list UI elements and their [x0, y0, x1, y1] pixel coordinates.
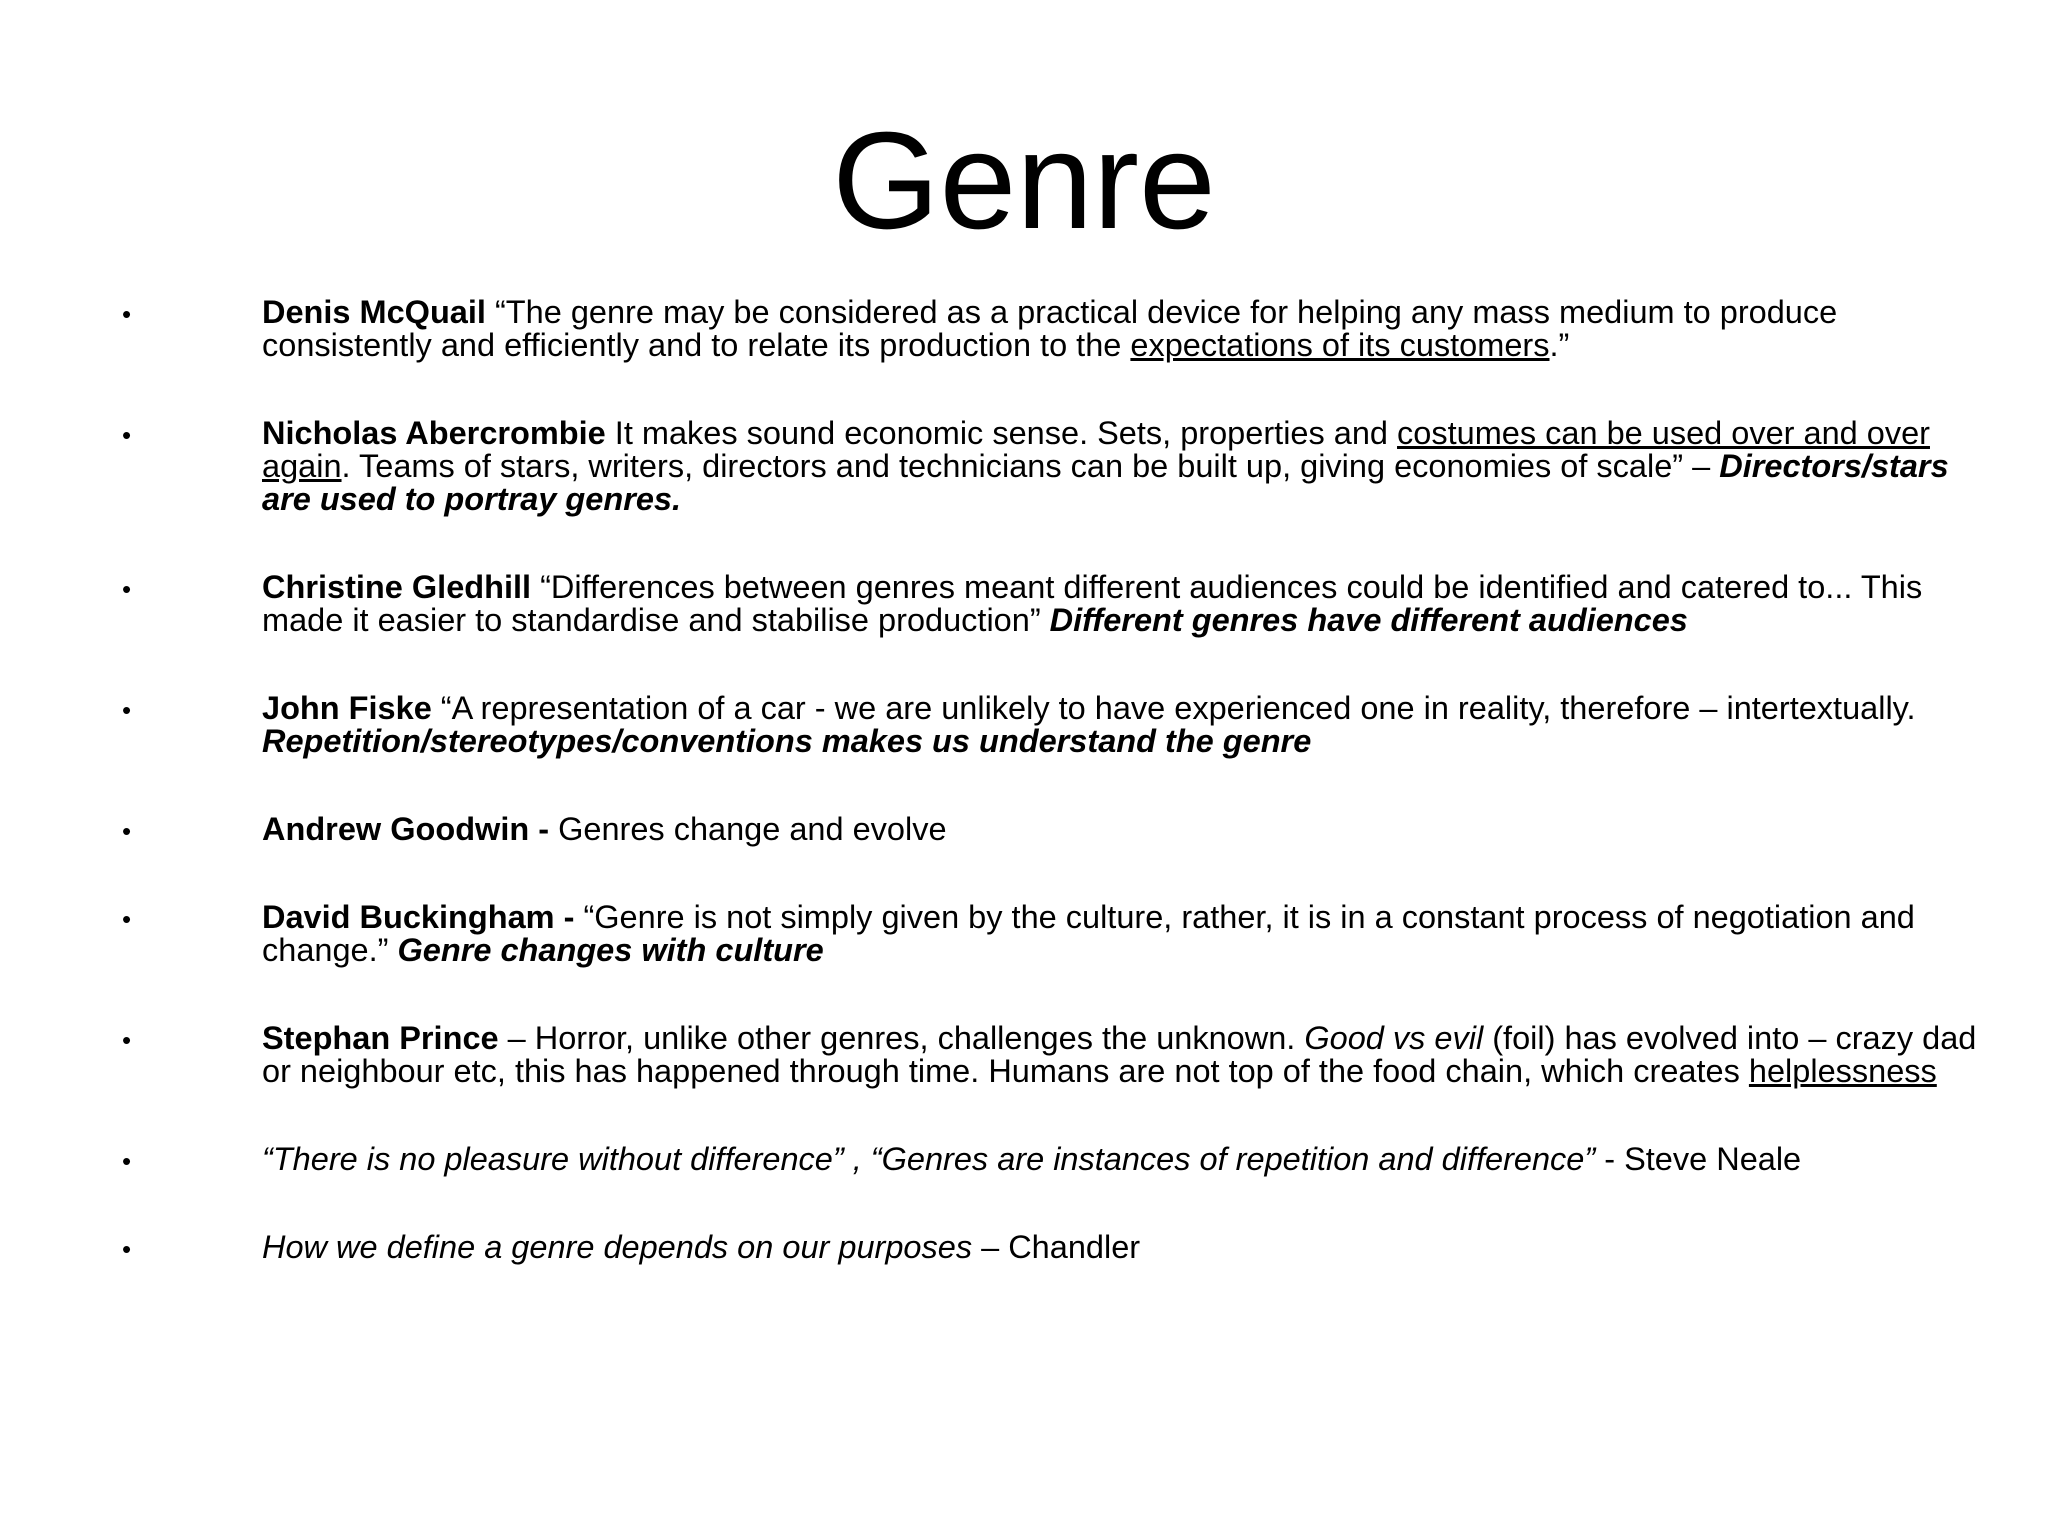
bullet-icon: • [122, 1025, 132, 1055]
list-item [0, 901, 2048, 967]
bullet-icon: • [122, 1234, 132, 1264]
item-text: “A representation of a car - we are unlikely to have experienced one in reality, therefore – intertextually. [431, 690, 1916, 726]
bullet-list [0, 296, 2048, 1319]
underlined-text: expectations of its customers [1130, 327, 1550, 363]
list-item [0, 571, 2048, 637]
bullet-icon: • [122, 695, 132, 725]
item-text: “Differences between genres meant different audiences could be identified and catered to... This made it easier to standardise and stabilise production” [262, 569, 1923, 638]
list-item [0, 1143, 2048, 1176]
theorist-name: Stephan Prince [262, 1020, 499, 1056]
list-item [0, 417, 2048, 516]
underlined-text: helplessness [1748, 1053, 1937, 1089]
list-item [0, 813, 2048, 846]
attribution-text: - Steve Neale [1595, 1141, 1802, 1177]
list-item [0, 296, 2048, 362]
theorist-name: Andrew Goodwin - [262, 811, 550, 847]
bullet-icon: • [122, 816, 132, 846]
item-text: – Horror, unlike other genres, challenges the unknown. [498, 1020, 1305, 1056]
emphasis-text: Genre changes with culture [397, 932, 824, 968]
emphasis-text: Repetition/stereotypes/conventions makes us understand the genre [262, 723, 1312, 759]
list-item [0, 692, 2048, 758]
theorist-name: Nicholas Abercrombie [262, 415, 606, 451]
item-text: Genres change and evolve [549, 811, 947, 847]
attribution-text: – Chandler [972, 1229, 1141, 1265]
emphasis-text: Directors/stars are used to portray genres. [262, 448, 1949, 517]
item-text: It makes sound economic sense. Sets, properties and [605, 415, 1398, 451]
bullet-icon: • [122, 420, 132, 450]
bullet-icon: • [122, 299, 132, 329]
underlined-text: costumes can be used over and over again [262, 415, 1930, 484]
theorist-name: Christine Gledhill [262, 569, 532, 605]
theorist-name: Denis McQuail [262, 294, 486, 330]
bullet-icon: • [122, 574, 132, 604]
quote-text: “There is no pleasure without difference” , “Genres are instances of repetition and difference” [262, 1141, 1596, 1177]
list-item [0, 1231, 2048, 1264]
item-text: . Teams of stars, writers, directors and technicians can be built up, giving economies of scale” – [341, 448, 1720, 484]
quote-text: How we define a genre depends on our purposes [262, 1229, 973, 1265]
item-text: (foil) has evolved into – crazy dad or neighbour etc, this has happened through time. Humans are not top of the food chain, which creates [262, 1020, 1977, 1089]
theorist-name: John Fiske [262, 690, 432, 726]
item-text: “Genre is not simply given by the culture, rather, it is in a constant process of negotiation and change.” [262, 899, 1915, 968]
italic-text: Good vs evil [1304, 1020, 1484, 1056]
theorist-name: David Buckingham - [262, 899, 575, 935]
list-item [0, 1022, 2048, 1088]
bullet-icon: • [122, 904, 132, 934]
bullet-icon: • [122, 1146, 132, 1176]
slide-title: Genre [832, 104, 1216, 258]
item-text: .” [1549, 327, 1570, 363]
item-text: “The genre may be considered as a practical device for helping any mass medium to produce consistently and efficiently and to relate its production to the [262, 294, 1838, 363]
emphasis-text: Different genres have different audiences [1049, 602, 1688, 638]
